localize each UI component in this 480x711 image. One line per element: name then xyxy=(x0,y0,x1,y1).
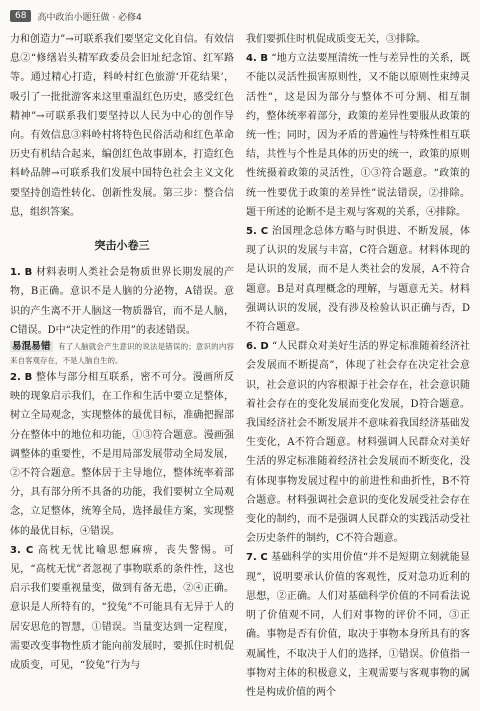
book-title: 高中政治小题狂做 · 必修4 xyxy=(37,12,142,23)
answer-number: 4. B xyxy=(246,53,269,65)
answer-item-3 xyxy=(10,541,234,675)
left-column xyxy=(10,30,234,702)
page-number: 68 xyxy=(10,10,31,22)
answer-number: 5. C xyxy=(246,226,269,238)
answer-text: 治国理念总体方略与时俱进、不断发展，体现了认识的发展与丰富，C符合题意。材料体现的是认识的发展，而不是人类社会的发展，A不符合题意。B是对真理概念的理解，与题意无关。材料强调认识的发展，没有涉及检验认识正确与否，D不符合题意。 xyxy=(246,226,470,334)
answer-item-4 xyxy=(246,49,470,222)
answer-text: “人民群众对美好生活的界定标准随着经济社会发展而不断提高”，体现了社会存在决定社会意识，社会意识的内容根源于社会存在，社会意识随着社会存在的变化发展而变化发展，D符合题意。我国经济社会不断发展并不意味着我国经济基础发生变化，A不符合题意。材料强调人民群众对美好生活的界定标准随着经济社会发展而不断变化，没有体现事物发展过程中的前进性和曲折性，B不符合题意。材料强调社会意识的变化发展受社会存在变化的制约，而不是强调人民群众的实践活动受社会历史条件的制约，C不符合题意。 xyxy=(246,341,471,545)
page-header xyxy=(10,8,470,24)
answer-item-1 xyxy=(10,263,234,340)
section-title: 突击小卷三 xyxy=(94,239,150,253)
tip-text: 有了人脑就会产生意识的说法是错误的；意识的内容来自客观存在，不是人脑自生的。 xyxy=(10,342,234,366)
answer-number: 1. B xyxy=(10,267,33,279)
answer-text: 整体与部分相互联系，密不可分。漫画所反映的现象启示我们，在工作和生活中要立足整体，树立全局观念，实现整体的最优目标，准确把握部分在整体中的地位和功能，①③符合题意。漫画强调整体的重要性，不是用局部发展带动全局发展，②不符合题意。整体居于主导地位，整体统率着部分，具有部分所不具备的功能，我们要树立全局观念，立足整体，统筹全局，选择最佳方案，实现整体的最优目标，④错误。 xyxy=(10,372,234,537)
tip-label: 易混易错 xyxy=(12,341,51,353)
answer-item-5 xyxy=(246,222,470,337)
answer-text: 材料表明人类社会是物质世界长期发展的产物，B正确。意识不是人脑的分泌物，A错误。意识的产生离不开人脑这一物质器官，而不是人脑，C错误。D中“决定性的作用”的表述错误。 xyxy=(10,267,234,336)
answer-number: 6. D xyxy=(246,341,269,353)
answer-number: 2. B xyxy=(10,372,33,384)
answer-continuation: 力和创造力”→可联系我们要坚定文化自信。有效信息②“修缮岩头精军政委员会旧址纪念馆、红军路等。通过精心打造，料岭村红色旅游‘开花结果’，吸引了一批批游客来这里重温红色历史，感受红色精神”→可联系我们要坚持以人民为中心的创作导向。有效信息③料岭村将特色民俗活动和红色革命历史有机结合起来，编创红色故事剧本，打造红色料岭品牌→可联系我们发展中国特色社会主义文化要坚持创造性转化、创新性发展。第三步：整合信息，组织答案。 xyxy=(10,34,234,218)
answer-number: 3. C xyxy=(10,544,34,556)
answer-text: 高枕无忧比喻思想麻痹，丧失警惕。可见，“高枕无忧”者忽视了事物联系的条件性，这也启示我们要重视量变，做到有备无患，②④正确。意识是人所特有的，“狡兔”不可能具有无异于人的居安思危的智慧，①错误。当量变达到一定程度，需要改变事物性质才能向前发展时，要抓住时机促成质变，可见，“狡兔”行为与 xyxy=(10,544,235,672)
answer-text: “地方立法要厘清统一性与差异性的关系，既不能以灵活性损害原则性，又不能以原则性束缚灵活性”，这是因为部分与整体不可分割、相互制约，整体统率着部分，政策的差异性要服从政策的统一性；同时，因为矛盾的普遍性与特殊性相互联结，共性与个性是具体的历史的统一，政策的原则性统摄着政策的灵活性，①③符合题意。“政策的统一性要优于政策的差异性”说法错误，②排除。题干所述的论断不是主观与客观的关系，④排除。 xyxy=(246,53,470,218)
answer-item-7 xyxy=(246,548,470,702)
tip-box xyxy=(10,340,234,368)
answer-continuation: 我们要抓住时机促成质变无关，③排除。 xyxy=(246,34,426,45)
answer-item-2 xyxy=(10,368,234,541)
answer-item-6 xyxy=(246,337,470,548)
right-column xyxy=(246,30,470,702)
answer-text: 基础科学的实用价值“并不是短期立刻就能显现”，说明要承认价值的客观性，反对急功近利的思想，②正确。人们对基础科学价值的不同看法说明了价值观不同，人们对事物的评价不同，③正确。事物是否有价值，取决于事物本身所具有的客观属性，不取决于人们的选择，①错误。价值指一事物对主体的积极意义，主观需要与客观事物的属性是构成价值的两个 xyxy=(246,552,470,698)
answer-number: 7. C xyxy=(246,552,268,564)
two-column-body xyxy=(10,30,470,702)
